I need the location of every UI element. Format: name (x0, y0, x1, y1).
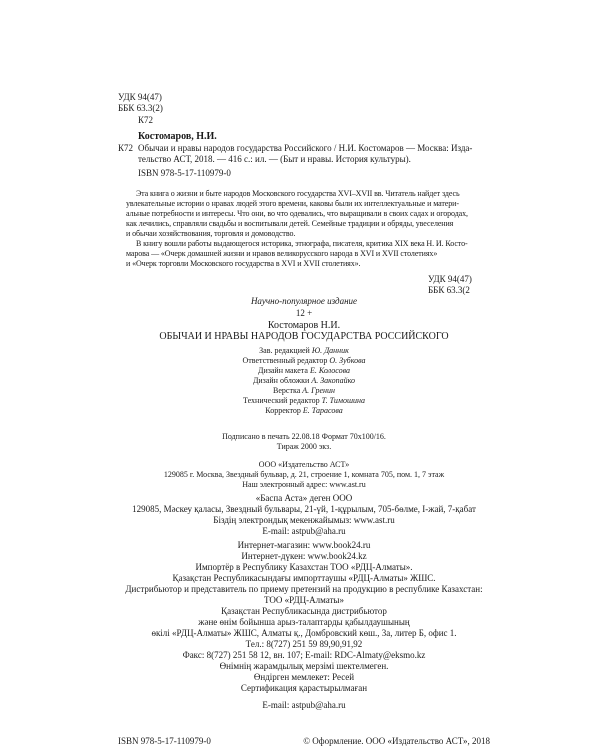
distribution-line: Тел.: 8(727) 251 59 89,90,91,92 (245, 639, 363, 649)
publisher-line: 129085 г. Москва, Звездный бульвар, д. 21, строение 1, комната 705, пом. 1, 7 этаж (163, 470, 445, 479)
distribution-line: Факс: 8(727) 251 58 12, вн. 107; E-mail: RDC-Almaty@eksmo.kz (182, 650, 426, 660)
distribution-line: Өндірген мемлекет: Ресей (253, 672, 355, 682)
bbk-code: ББК 63.3(2) (118, 103, 163, 113)
annotation-line: увлекательные истории о нравах людей этого времени, каковы были их интеллектуальные и матери- (126, 199, 459, 208)
publisher-line: ООО «Издательство АСТ» (258, 460, 350, 469)
author-sign-code-left: К72 (118, 143, 134, 153)
credit-line: Верстка А. Гренин (273, 386, 335, 395)
annotation-line: Эта книга о жизни и быте народов Московского государства XVI–XVII вв. Читатель найдет здесь (136, 189, 460, 198)
publisher-line: Наш электронный адрес: www.ast.ru (242, 480, 366, 489)
publisher-kz-line: Біздің электрондық мекенжайымыз: www.ast.ru (213, 515, 395, 525)
credit-line: Зав. редакцией Ю. Данник (259, 346, 349, 355)
credits (118, 346, 490, 416)
author-name: Костомаров Н.И. (267, 320, 341, 331)
distribution-line: өкілі «РДЦ-Алматы» ЖШС, Алматы қ., Домбровский көш., 3а, литер Б, офис 1. (151, 628, 457, 638)
distribution-line: Өнімнің жарамдылық мерзімі шектелмеген. (219, 661, 389, 671)
distribution-line: Интернет-магазин: www.book24.ru (237, 540, 371, 550)
publisher-kz-line: 129085, Мәскеу қаласы, Звездный бульвары, 21-үй, 1-құрылым, 705-бөлме, I-жай, 7-қабат (132, 504, 476, 514)
credit-line: Корректор Е. Тарасова (265, 406, 343, 415)
distribution-info (118, 540, 490, 694)
distribution-line: Дистрибьютор и представитель по приему претензий на продукцию в республике Казахстан: (125, 584, 483, 594)
book-title: ОБЫЧАИ И НРАВЫ НАРОДОВ ГОСУДАРСТВА РОССИЙСКОГО (159, 331, 449, 342)
email-bottom: E-mail: astpub@aha.ru (262, 700, 346, 710)
udk-code-right: УДК 94(47) (428, 274, 472, 284)
distribution-line: Қазақстан Республикасында дистрибьютор (221, 606, 387, 616)
print-info (118, 432, 490, 452)
bbk-code-right: ББК 63.3(2 (428, 285, 470, 295)
author-heading: Костомаров, Н.И. (138, 131, 217, 142)
publisher-ru (118, 460, 490, 490)
isbn-record: ISBN 978-5-17-110979-0 (138, 168, 231, 178)
udk-code: УДК 94(47) (118, 92, 162, 102)
credit-line: Дизайн обложки А. Закопайко (252, 376, 356, 385)
footer-copyright: © Оформление. ООО «Издательство АСТ», 2018 (303, 736, 490, 746)
distribution-line: Импортёр в Республику Казахстан ТОО «РДЦ-Алматы». (195, 562, 413, 572)
distribution-line: және өнім бойынша арыз-талаптарды қабылдаушының (198, 617, 410, 627)
annotation-line: марова — «Очерк домашней жизни и нравов великорусского народа в XVI и XVII столетиях» (126, 249, 438, 258)
credit-line: Ответственный редактор О. Зубкова (242, 356, 366, 365)
footer-isbn: ISBN 978-5-17-110979-0 (118, 736, 211, 746)
annotation-line: В книгу вошли работы выдающегося историка, этнографа, писателя, критика XIX века Н. И. Косто- (136, 239, 468, 248)
distribution-line: Сертификация қарастырылмаған (240, 683, 368, 693)
distribution-line: Қазақстан Республикасындағы импорттаушы «РДЦ-Алматы» ЖШС. (172, 573, 436, 583)
credit-line: Дизайн макета Е. Колосова (257, 366, 350, 375)
credit-line: Технический редактор Т. Тимошина (243, 396, 365, 405)
bibliographic-record (138, 143, 472, 165)
annotation-line: как лечились, справляли свадьбы и воспитывали детей. Семейные традиции и обряды, увеселения (126, 219, 454, 228)
biblio-line: Обычаи и нравы народов государства Российского / Н.И. Костомаров — Москва: Изда- (138, 143, 473, 153)
age-rating: 12 + (295, 308, 313, 318)
author-sign-code: К72 (138, 115, 154, 125)
biblio-line: тельство АСТ, 2018. — 416 с.: ил. — (Быт и нравы. История культуры). (138, 154, 411, 164)
annotation-line: и «Очерк торговли Московского государства в XVI и XVII столетиях». (126, 259, 361, 268)
annotation (126, 189, 468, 269)
publisher-kz (118, 493, 490, 537)
distribution-line: ТОО «РДЦ-Алматы» (264, 595, 344, 605)
distribution-line: Интернет-дүкен: www.book24.kz (241, 551, 367, 561)
edition-type: Научно-популярное издание (250, 296, 358, 306)
publisher-kz-line: «Баспа Аста» деген ООО (255, 493, 353, 503)
print-line: Тираж 2000 экз. (276, 442, 332, 451)
print-line: Подписано в печать 22.08.18 Формат 70х100/16. (222, 432, 386, 441)
publisher-kz-line: E-mail: astpub@aha.ru (262, 526, 346, 536)
annotation-line: альные потребности и интересы. Что они, во что одевались, что выращивали в своих садах и огородах, (126, 209, 468, 218)
annotation-line: и обычаи хозяйствования, торговля и домоводство. (126, 229, 296, 238)
